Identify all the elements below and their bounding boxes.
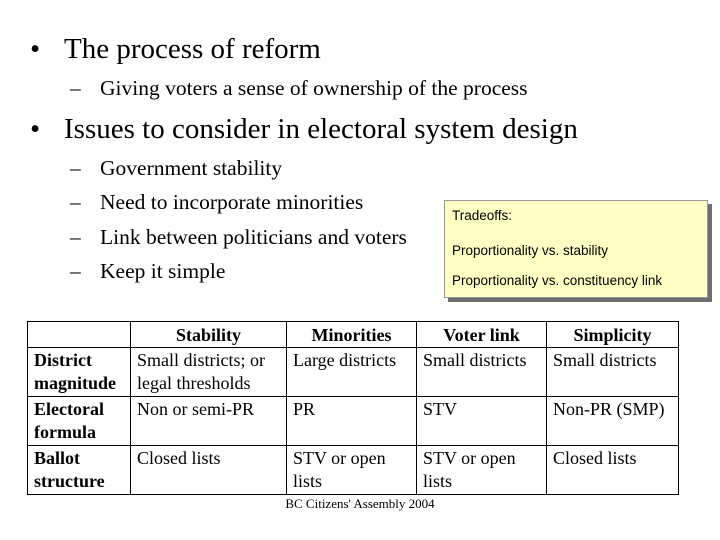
table-cell: [547, 397, 679, 446]
cell-line: Small districts; or: [137, 350, 265, 370]
sub-bullet-marker: –: [70, 225, 81, 249]
bullet-text: Issues to consider in electoral system design: [64, 113, 578, 145]
row-head-line: Electoral: [34, 399, 104, 419]
tradeoffs-title: Tradeoffs:: [452, 208, 513, 223]
table-row: [28, 348, 679, 397]
row-head-line: structure: [34, 471, 105, 491]
table-header-stability: Stability: [131, 322, 287, 348]
cell-line: Closed lists: [137, 448, 221, 468]
cell-line: Large districts: [293, 350, 397, 370]
cell-line: legal thresholds: [137, 373, 251, 393]
row-head-ballot-structure: [28, 446, 131, 495]
cell-line: Small districts: [553, 350, 657, 370]
cell-line: STV or open: [293, 448, 386, 468]
table-row: [28, 446, 679, 495]
cell-line: Small districts: [423, 350, 527, 370]
table-cell: [547, 446, 679, 495]
slide-footer: BC Citizens' Assembly 2004: [285, 496, 435, 511]
table-cell: [547, 348, 679, 397]
cell-line: STV: [423, 399, 458, 419]
cell-line: Non-PR (SMP): [553, 399, 665, 419]
table-cell: [131, 446, 287, 495]
table-header-voter-link: Voter link: [417, 322, 547, 348]
bullet-marker: •: [30, 113, 41, 145]
table-cell: [417, 348, 547, 397]
cell-line: Closed lists: [553, 448, 637, 468]
bullet-issues: [30, 113, 578, 146]
cell-line: STV or open: [423, 448, 516, 468]
tradeoffs-callout: [444, 200, 708, 298]
sub-bullet-voter-link: [70, 225, 407, 250]
row-head-line: Ballot: [34, 448, 81, 468]
sub-bullet-minorities: [70, 190, 363, 215]
sub-bullet-stability: [70, 156, 282, 181]
table-cell: [287, 348, 417, 397]
table-cell: [131, 348, 287, 397]
row-head-line: District: [34, 350, 92, 370]
table-cell: [131, 397, 287, 446]
sub-bullet-marker: –: [70, 259, 81, 283]
cell-line: lists: [293, 471, 323, 491]
sub-bullet-text: Keep it simple: [100, 259, 226, 283]
table-cell: [287, 397, 417, 446]
cell-line: Non or semi-PR: [137, 399, 254, 419]
row-head-district-magnitude: [28, 348, 131, 397]
table-header-minorities: Minorities: [287, 322, 417, 348]
sub-bullet-marker: –: [70, 190, 81, 214]
cell-line: lists: [423, 471, 453, 491]
sub-bullet-text: Giving voters a sense of ownership of the process: [100, 76, 528, 100]
row-head-line: magnitude: [34, 373, 117, 393]
table-cell: [417, 397, 547, 446]
table-header-corner: [28, 322, 131, 348]
tradeoffs-line-stability: Proportionality vs. stability: [452, 243, 609, 258]
tradeoffs-line-constituency: Proportionality vs. constituency link: [452, 273, 663, 288]
bullet-marker: •: [30, 33, 41, 65]
cell-line: PR: [293, 399, 316, 419]
sub-bullet-marker: –: [70, 156, 81, 180]
sub-bullet-text: Need to incorporate minorities: [100, 190, 364, 214]
table-cell: [417, 446, 547, 495]
design-tradeoff-table: [27, 321, 679, 495]
row-head-electoral-formula: [28, 397, 131, 446]
sub-bullet-text: Link between politicians and voters: [100, 225, 407, 249]
row-head-line: formula: [34, 422, 96, 442]
table-row: [28, 397, 679, 446]
table-header-simplicity: Simplicity: [547, 322, 679, 348]
sub-bullet-keep-simple: [70, 259, 225, 284]
sub-bullet-text: Government stability: [100, 156, 283, 180]
table-header-row: [28, 322, 679, 348]
sub-bullet-marker: –: [70, 76, 81, 100]
bullet-process-of-reform: [30, 33, 321, 66]
bullet-text: The process of reform: [64, 33, 321, 65]
sub-bullet-ownership: [70, 76, 528, 101]
table-cell: [287, 446, 417, 495]
